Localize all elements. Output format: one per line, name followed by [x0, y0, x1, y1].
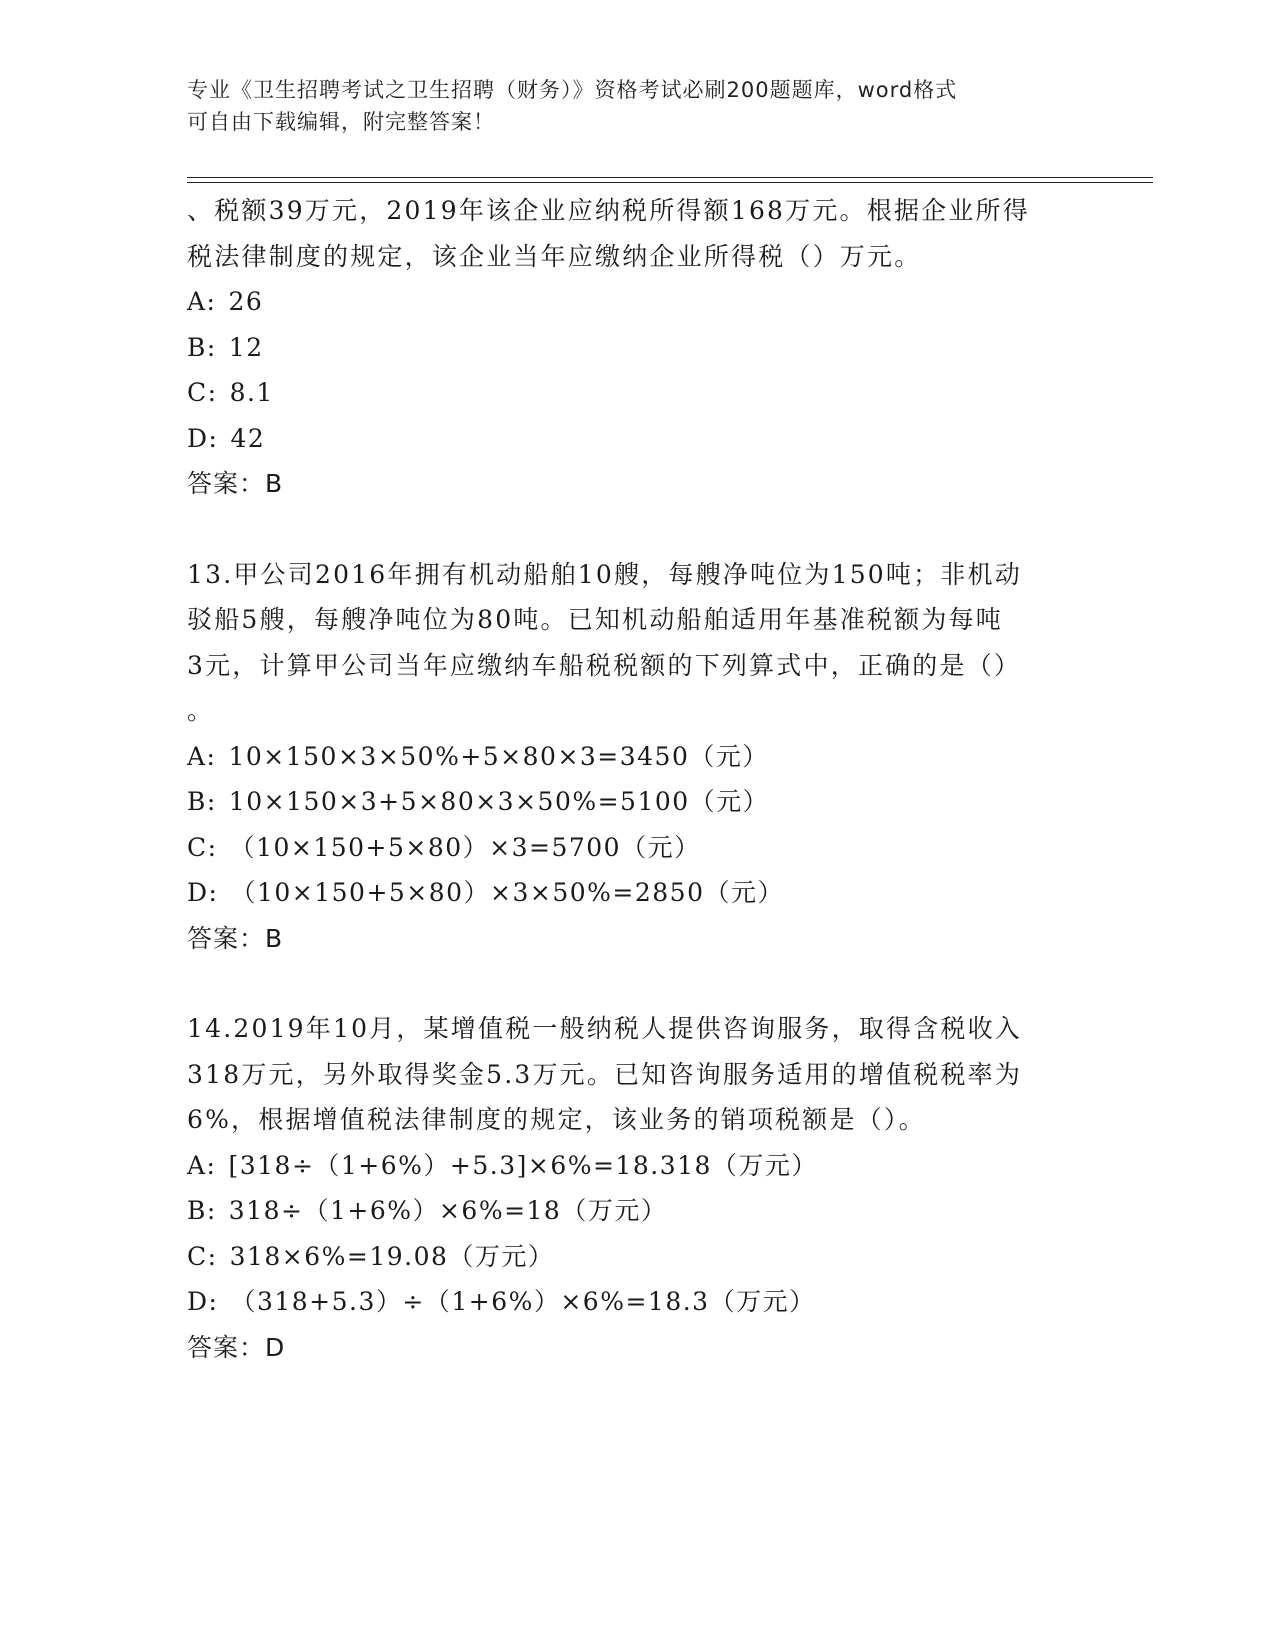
option-text: [318÷（1+6%）+5.3]×6%=18.318（万元） — [228, 1150, 818, 1180]
option-text: 10×150×3+5×80×3×50%=5100（元） — [228, 787, 770, 816]
option-b — [187, 325, 1087, 371]
option-label: A: — [187, 741, 217, 771]
answer-line: 答案：D — [187, 1332, 286, 1362]
option-text: 12 — [228, 332, 264, 362]
option-label: A: — [187, 287, 217, 316]
question-stem-line: 驳船5艘，每艘净吨位为80吨。已知机动船舶适用年基准税额为每吨 — [187, 605, 1003, 634]
answer-line: 答案：B — [187, 469, 284, 498]
question-stem-line: 13.甲公司2016年拥有机动船舶10艘，每艘净吨位为150吨；非机动 — [187, 559, 1022, 589]
option-text: （318+5.3）÷（1+6%）×6%=18.3（万元） — [230, 1287, 816, 1316]
option-text: 26 — [228, 287, 264, 316]
option-label: B: — [187, 332, 217, 362]
option-label: D: — [187, 1287, 219, 1316]
question-stem-line: 318万元，另外取得奖金5.3万元。已知咨询服务适用的增值税税率为 — [187, 1059, 1023, 1089]
question-content — [187, 188, 1087, 1370]
question-stem-line: 14.2019年10月，某增值税一般纳税人提供咨询服务，取得含税收入 — [187, 1014, 1022, 1043]
option-d — [187, 416, 1087, 462]
option-c — [187, 1234, 1087, 1280]
question-13 — [187, 552, 1087, 962]
question-stem-line: 3元，计算甲公司当年应缴纳车船税税额的下列算式中，正确的是（） — [187, 650, 1022, 680]
header-line-1: 专业《卫生招聘考试之卫生招聘（财务）》资格考试必刷200题题库，word格式 — [187, 78, 958, 102]
header-divider-bottom — [187, 182, 1153, 183]
option-d — [187, 1279, 1087, 1325]
option-label: B: — [187, 1196, 217, 1225]
option-label: D: — [187, 423, 219, 453]
option-a — [187, 1143, 1087, 1189]
option-b — [187, 1188, 1087, 1234]
header-divider-top — [187, 177, 1153, 178]
question-14 — [187, 1006, 1087, 1370]
page-header — [187, 74, 1087, 138]
header-line-2: 可自由下载编辑，附完整答案！ — [187, 110, 495, 134]
spacer — [187, 961, 1087, 1006]
option-c — [187, 370, 1087, 416]
option-a — [187, 734, 1087, 780]
option-label: B: — [187, 787, 217, 816]
option-text: 42 — [230, 423, 266, 453]
option-label: D: — [187, 878, 219, 907]
option-text: 8.1 — [229, 378, 274, 407]
question-12 — [187, 188, 1087, 507]
option-a — [187, 279, 1087, 325]
option-label: C: — [187, 1241, 218, 1271]
option-text: 318÷（1+6%）×6%=18（万元） — [228, 1196, 668, 1225]
option-b — [187, 779, 1087, 825]
question-stem-line: 。 — [187, 696, 215, 725]
spacer — [187, 507, 1087, 552]
option-text: 10×150×3×50%+5×80×3=3450（元） — [228, 741, 769, 771]
question-stem-line: 税法律制度的规定，该企业当年应缴纳企业所得税（）万元。 — [187, 241, 922, 271]
question-stem-line: 6%，根据增值税法律制度的规定，该业务的销项税额是（）。 — [187, 1105, 926, 1134]
option-label: C: — [187, 832, 218, 862]
option-text: （10×150+5×80）×3=5700（元） — [229, 832, 701, 862]
option-text: 318×6%=19.08（万元） — [229, 1241, 555, 1271]
option-text: （10×150+5×80）×3×50%=2850（元） — [230, 878, 784, 907]
option-label: A: — [187, 1150, 217, 1180]
option-c — [187, 825, 1087, 871]
answer-line: 答案：B — [187, 923, 284, 953]
option-d — [187, 870, 1087, 916]
option-label: C: — [187, 378, 218, 407]
question-stem-line: 、税额39万元，2019年该企业应纳税所得额168万元。根据企业所得 — [187, 196, 1030, 225]
